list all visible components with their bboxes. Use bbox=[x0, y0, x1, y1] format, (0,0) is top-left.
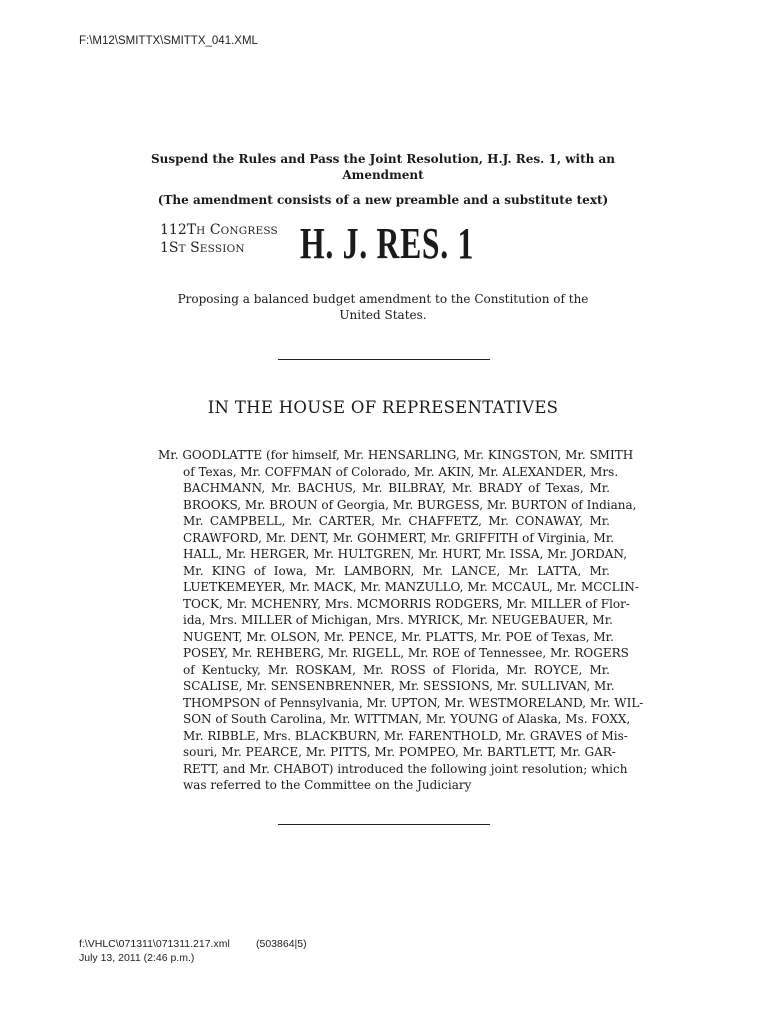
sponsors-line: ida, Mrs. MILLER of Michigan, Mrs. MYRICK, Mr. NEUGEBAUER, Mr. bbox=[183, 613, 613, 627]
sponsors-line: CRAWFORD, Mr. DENT, Mr. GOHMERT, Mr. GRIFFITH of Virginia, Mr. bbox=[183, 530, 615, 545]
sponsors-line: of Texas, Mr. COFFMAN of Colorado, Mr. AKIN, Mr. ALEXANDER, Mrs. bbox=[183, 464, 619, 479]
sponsors-line: BROOKS, Mr. BROUN of Georgia, Mr. BURGESS, Mr. BURTON of Indiana, bbox=[183, 497, 637, 512]
motion-note: (The amendment consists of a new preamble and a substitute text) bbox=[157, 193, 609, 207]
sponsors-line: RETT, and Mr. CHABOT) introduced the following joint resolution; which bbox=[183, 761, 628, 776]
motion-title: Suspend the Rules and Pass the Joint Resolution, H.J. Res. 1, with an Amendment bbox=[150, 152, 616, 182]
sponsors-line: POSEY, Mr. REHBERG, Mr. RIGELL, Mr. ROE of Tennessee, Mr. ROGERS bbox=[183, 646, 629, 660]
sponsors-line: LUETKEMEYER, Mr. MACK, Mr. MANZULLO, Mr. MCCAUL, Mr. MCCLIN- bbox=[183, 580, 639, 594]
sponsors-line: Mr. RIBBLE, Mrs. BLACKBURN, Mr. FARENTHOLD, Mr. GRAVES of Mis- bbox=[183, 728, 628, 743]
resolution-number: H. J. RES. 1 bbox=[300, 219, 475, 268]
congress-session-block bbox=[160, 222, 278, 258]
sponsors-line: of Kentucky, Mr. ROSKAM, Mr. ROSS of Florida, Mr. ROYCE, Mr. bbox=[183, 662, 610, 677]
congress-label: 112TH CONGRESS bbox=[160, 222, 278, 238]
session-label: 1ST SESSION bbox=[160, 240, 245, 256]
header-file-path: F:\M12\SMITTX\SMITTX_041.XML bbox=[79, 35, 258, 47]
sponsors-line: SCALISE, Mr. SENSENBRENNER, Mr. SESSIONS, Mr. SULLIVAN, Mr. bbox=[183, 679, 615, 693]
footer-datetime: July 13, 2011 (2:46 p.m.) bbox=[79, 952, 195, 964]
sponsors-line: THOMPSON of Pennsylvania, Mr. UPTON, Mr. WESTMORELAND, Mr. WIL- bbox=[183, 695, 644, 710]
divider-top bbox=[278, 359, 490, 360]
divider-bottom bbox=[278, 824, 490, 825]
sponsors-line: SON of South Carolina, Mr. WITTMAN, Mr. YOUNG of Alaska, Ms. FOXX, bbox=[183, 712, 631, 726]
footer bbox=[79, 937, 307, 965]
resolution-subject: Proposing a balanced budget amendment to the Constitution of the United States. bbox=[177, 292, 589, 322]
sponsors-line: Mr. CAMPBELL, Mr. CARTER, Mr. CHAFFETZ, Mr. CONAWAY, Mr. bbox=[183, 514, 610, 528]
sponsors-paragraph bbox=[158, 447, 644, 794]
sponsors-line: was referred to the Committee on the Judiciary bbox=[183, 778, 472, 792]
sponsors-line: TOCK, Mr. MCHENRY, Mrs. MCMORRIS RODGERS, Mr. MILLER of Flor- bbox=[183, 596, 630, 611]
sponsors-line: HALL, Mr. HERGER, Mr. HULTGREN, Mr. HURT, Mr. ISSA, Mr. JORDAN, bbox=[183, 547, 628, 561]
sponsors-line: BACHMANN, Mr. BACHUS, Mr. BILBRAY, Mr. BRADY of Texas, Mr. bbox=[183, 481, 610, 495]
footer-file-path: f:\VHLC\071311\071311.217.xml bbox=[79, 938, 230, 950]
chamber-heading: IN THE HOUSE OF REPRESENTATIVES bbox=[207, 398, 559, 417]
sponsors-line: Mr. GOODLATTE (for himself, Mr. HENSARLING, Mr. KINGSTON, Mr. SMITH bbox=[158, 448, 634, 462]
sponsors-line: souri, Mr. PEARCE, Mr. PITTS, Mr. POMPEO, Mr. BARTLETT, Mr. GAR- bbox=[183, 745, 616, 759]
sponsors-line: Mr. KING of Iowa, Mr. LAMBORN, Mr. LANCE, Mr. LATTA, Mr. bbox=[183, 563, 610, 578]
sponsors-line: NUGENT, Mr. OLSON, Mr. PENCE, Mr. PLATTS, Mr. POE of Texas, Mr. bbox=[183, 629, 614, 644]
footer-code: (503864|5) bbox=[256, 938, 307, 950]
